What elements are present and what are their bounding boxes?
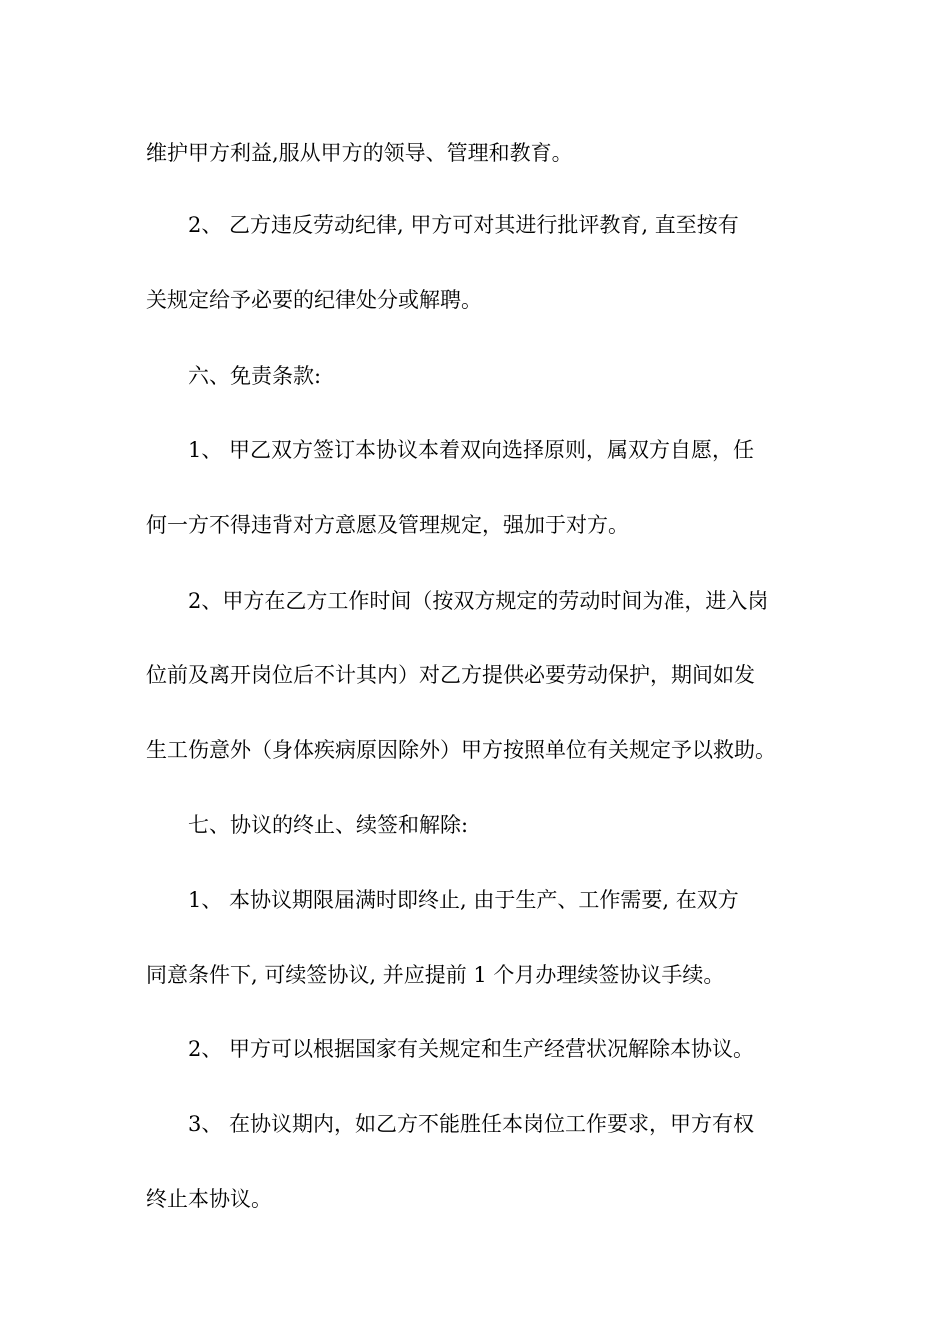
paragraph-line: 2、 乙方违反劳动纪律, 甲方可对其进行批评教育, 直至按有 <box>188 213 739 237</box>
section-heading: 七、协议的终止、续签和解除: <box>188 813 469 837</box>
paragraph-line: 终止本协议。 <box>146 1187 272 1211</box>
paragraph-line: 位前及离开岗位后不计其内）对乙方提供必要劳动保护，期间如发 <box>146 663 755 687</box>
paragraph-line: 关规定给予必要的纪律处分或解聘。 <box>146 288 482 312</box>
paragraph-line: 3、 在协议期内，如乙方不能胜任本岗位工作要求，甲方有权 <box>188 1112 755 1136</box>
paragraph-line: 1、 本协议期限届满时即终止, 由于生产、工作需要, 在双方 <box>188 888 739 912</box>
paragraph-line: 2、甲方在乙方工作时间（按双方规定的劳动时间为准，进入岗 <box>188 589 769 613</box>
paragraph-line: 生工伤意外（身体疾病原因除外）甲方按照单位有关规定予以救助。 <box>146 738 776 762</box>
paragraph-line: 何一方不得违背对方意愿及管理规定，强加于对方。 <box>146 513 629 537</box>
paragraph-line: 1、 甲乙双方签订本协议本着双向选择原则，属双方自愿，任 <box>188 438 755 462</box>
paragraph-line: 同意条件下, 可续签协议, 并应提前 1 个月办理续签协议手续。 <box>146 963 725 987</box>
section-heading: 六、免责条款: <box>188 364 322 388</box>
paragraph-line: 维护甲方利益,服从甲方的领导、管理和教育。 <box>146 141 573 165</box>
paragraph-line: 2、 甲方可以根据国家有关规定和生产经营状况解除本协议。 <box>188 1037 755 1061</box>
